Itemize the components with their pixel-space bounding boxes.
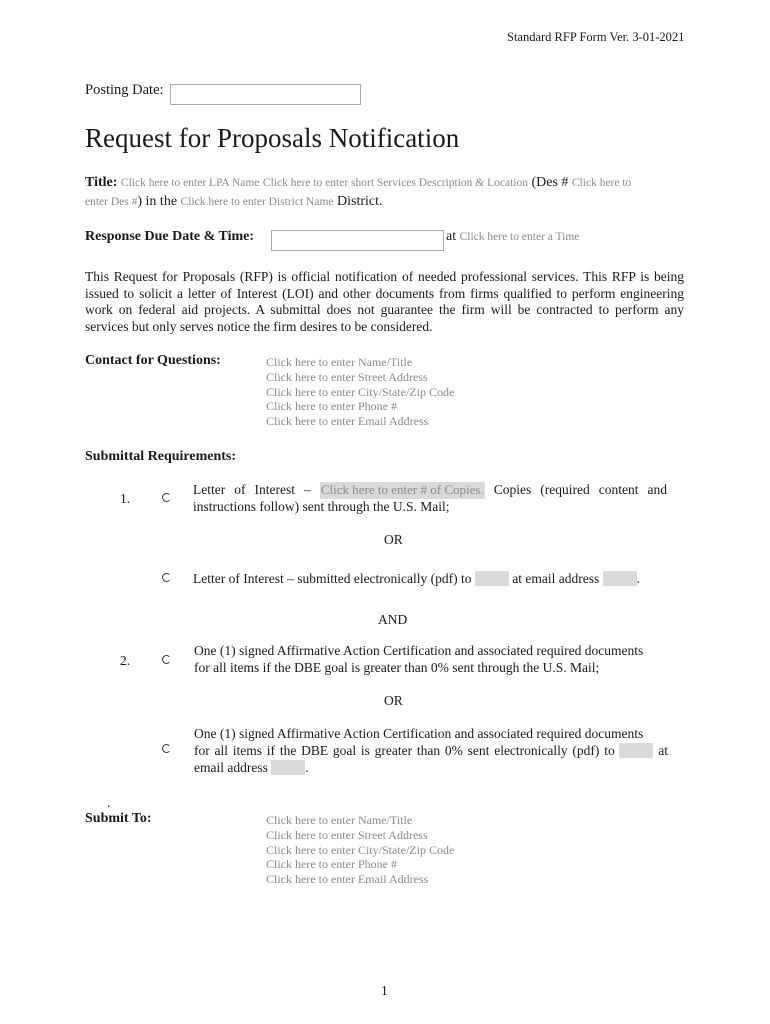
item-1b-end: .	[636, 571, 640, 586]
contact-city-field[interactable]: Click here to enter City/State/Zip Code	[266, 384, 455, 399]
item-1a-radio-icon[interactable]	[162, 493, 171, 502]
in-the-text: ) in the	[137, 194, 178, 209]
contact-label: Contact for Questions:	[85, 353, 221, 368]
item-2-number: 2.	[120, 653, 131, 668]
or-2: OR	[384, 693, 403, 708]
item-1a-line2: instructions follow) sent through the U.S. Mail;	[193, 499, 450, 514]
submit-street-field[interactable]: Click here to enter Street Address	[266, 827, 428, 842]
stray-dot: .	[107, 795, 111, 810]
and-text: AND	[378, 612, 408, 627]
item-1b-mid: at email address	[512, 571, 600, 586]
item-2b-email-field[interactable]	[271, 760, 305, 775]
submittal-heading: Submittal Requirements:	[85, 449, 237, 464]
response-due-label: Response Due Date & Time:	[85, 229, 255, 244]
item-2a-radio-icon[interactable]	[162, 655, 171, 664]
title-line-2	[85, 192, 383, 212]
services-description-field[interactable]: Click here to enter short Services Description & Location	[262, 177, 528, 189]
item-1a-post: Copies (required content and	[493, 482, 668, 497]
intro-paragraph: This Request for Proposals (RFP) is official notification of needed professional services. This RFP is being issued to solicit a letter of Interest (LOI) and other documents from firms qualified to perform engineering work on federal aid projects. A submittal does not guarantee the firm will be contracted to perform any services but only serves notice the firm desires to be considered.	[85, 269, 684, 334]
item-1b-pre: Letter of Interest – submitted electronically (pdf) to	[193, 571, 472, 586]
item-2b-line2	[194, 743, 668, 760]
item-2b-line3-end: .	[305, 760, 309, 775]
item-2a-line2: for all items if the DBE goal is greater than 0% sent through the U.S. Mail;	[194, 659, 600, 675]
submit-email-field[interactable]: Click here to enter Email Address	[266, 872, 429, 887]
contact-name-field[interactable]: Click here to enter Name/Title	[266, 355, 413, 369]
item-1b-radio-icon[interactable]	[162, 573, 171, 582]
contact-email-field[interactable]: Click here to enter Email Address	[266, 414, 429, 429]
district-text: District.	[337, 194, 383, 209]
item-2a-text	[194, 643, 643, 676]
response-time-field[interactable]: Click here to enter a Time	[459, 231, 580, 243]
item-1-number: 1.	[120, 491, 131, 506]
page-title: Request for Proposals Notification	[85, 123, 460, 153]
submit-city-field[interactable]: Click here to enter City/State/Zip Code	[266, 842, 455, 857]
item-2b-recipient-field[interactable]	[619, 743, 653, 758]
contact-fields	[266, 355, 454, 429]
submit-to-fields	[266, 813, 454, 887]
item-2b-line3-pre: email address	[194, 760, 268, 775]
item-2b-line2-pre: for all items if the DBE goal is greater than 0% sent electronically (pdf) to	[194, 743, 615, 758]
title-label: Title:	[85, 175, 118, 190]
at-text: at	[446, 229, 457, 244]
des-label: (Des #	[531, 175, 569, 190]
item-1b-recipient-field[interactable]	[475, 571, 509, 586]
lpa-name-field[interactable]: Click here to enter LPA Name	[120, 177, 260, 189]
item-1a-pre: Letter of Interest –	[193, 482, 311, 497]
posting-date-input[interactable]	[170, 84, 361, 105]
form-version: Standard RFP Form Ver. 3-01-2021	[507, 30, 685, 44]
item-2b-line3	[194, 760, 309, 776]
contact-phone-field[interactable]: Click here to enter Phone #	[266, 399, 397, 414]
item-2b-radio-icon[interactable]	[162, 744, 171, 753]
contact-street-field[interactable]: Click here to enter Street Address	[266, 369, 428, 384]
title-line	[85, 173, 690, 193]
submit-name-field[interactable]: Click here to enter Name/Title	[266, 813, 413, 827]
posting-date-label: Posting Date:	[85, 82, 164, 98]
copies-field[interactable]: Click here to enter # of Copies.	[320, 482, 484, 497]
or-1: OR	[384, 532, 403, 547]
response-due-date-input[interactable]	[271, 230, 444, 251]
page-number: 1	[381, 983, 388, 998]
submit-phone-field[interactable]: Click here to enter Phone #	[266, 857, 397, 872]
item-2b-line1: One (1) signed Affirmative Action Certification and associated required documents	[194, 726, 644, 741]
district-name-field[interactable]: Click here to enter District Name	[180, 196, 334, 208]
item-1b-line	[193, 571, 640, 587]
item-2a-line1: One (1) signed Affirmative Action Certification and associated required documents	[194, 643, 644, 658]
response-time-line	[446, 229, 579, 245]
item-1a-line1	[193, 482, 667, 499]
item-1b-email-field[interactable]	[603, 571, 637, 586]
submit-to-label: Submit To:	[85, 811, 152, 826]
item-2b-line2-at: at	[658, 743, 669, 758]
des-number-field-part1[interactable]: Click here to	[571, 177, 632, 189]
des-number-field-part2[interactable]: enter Des #	[85, 196, 138, 208]
